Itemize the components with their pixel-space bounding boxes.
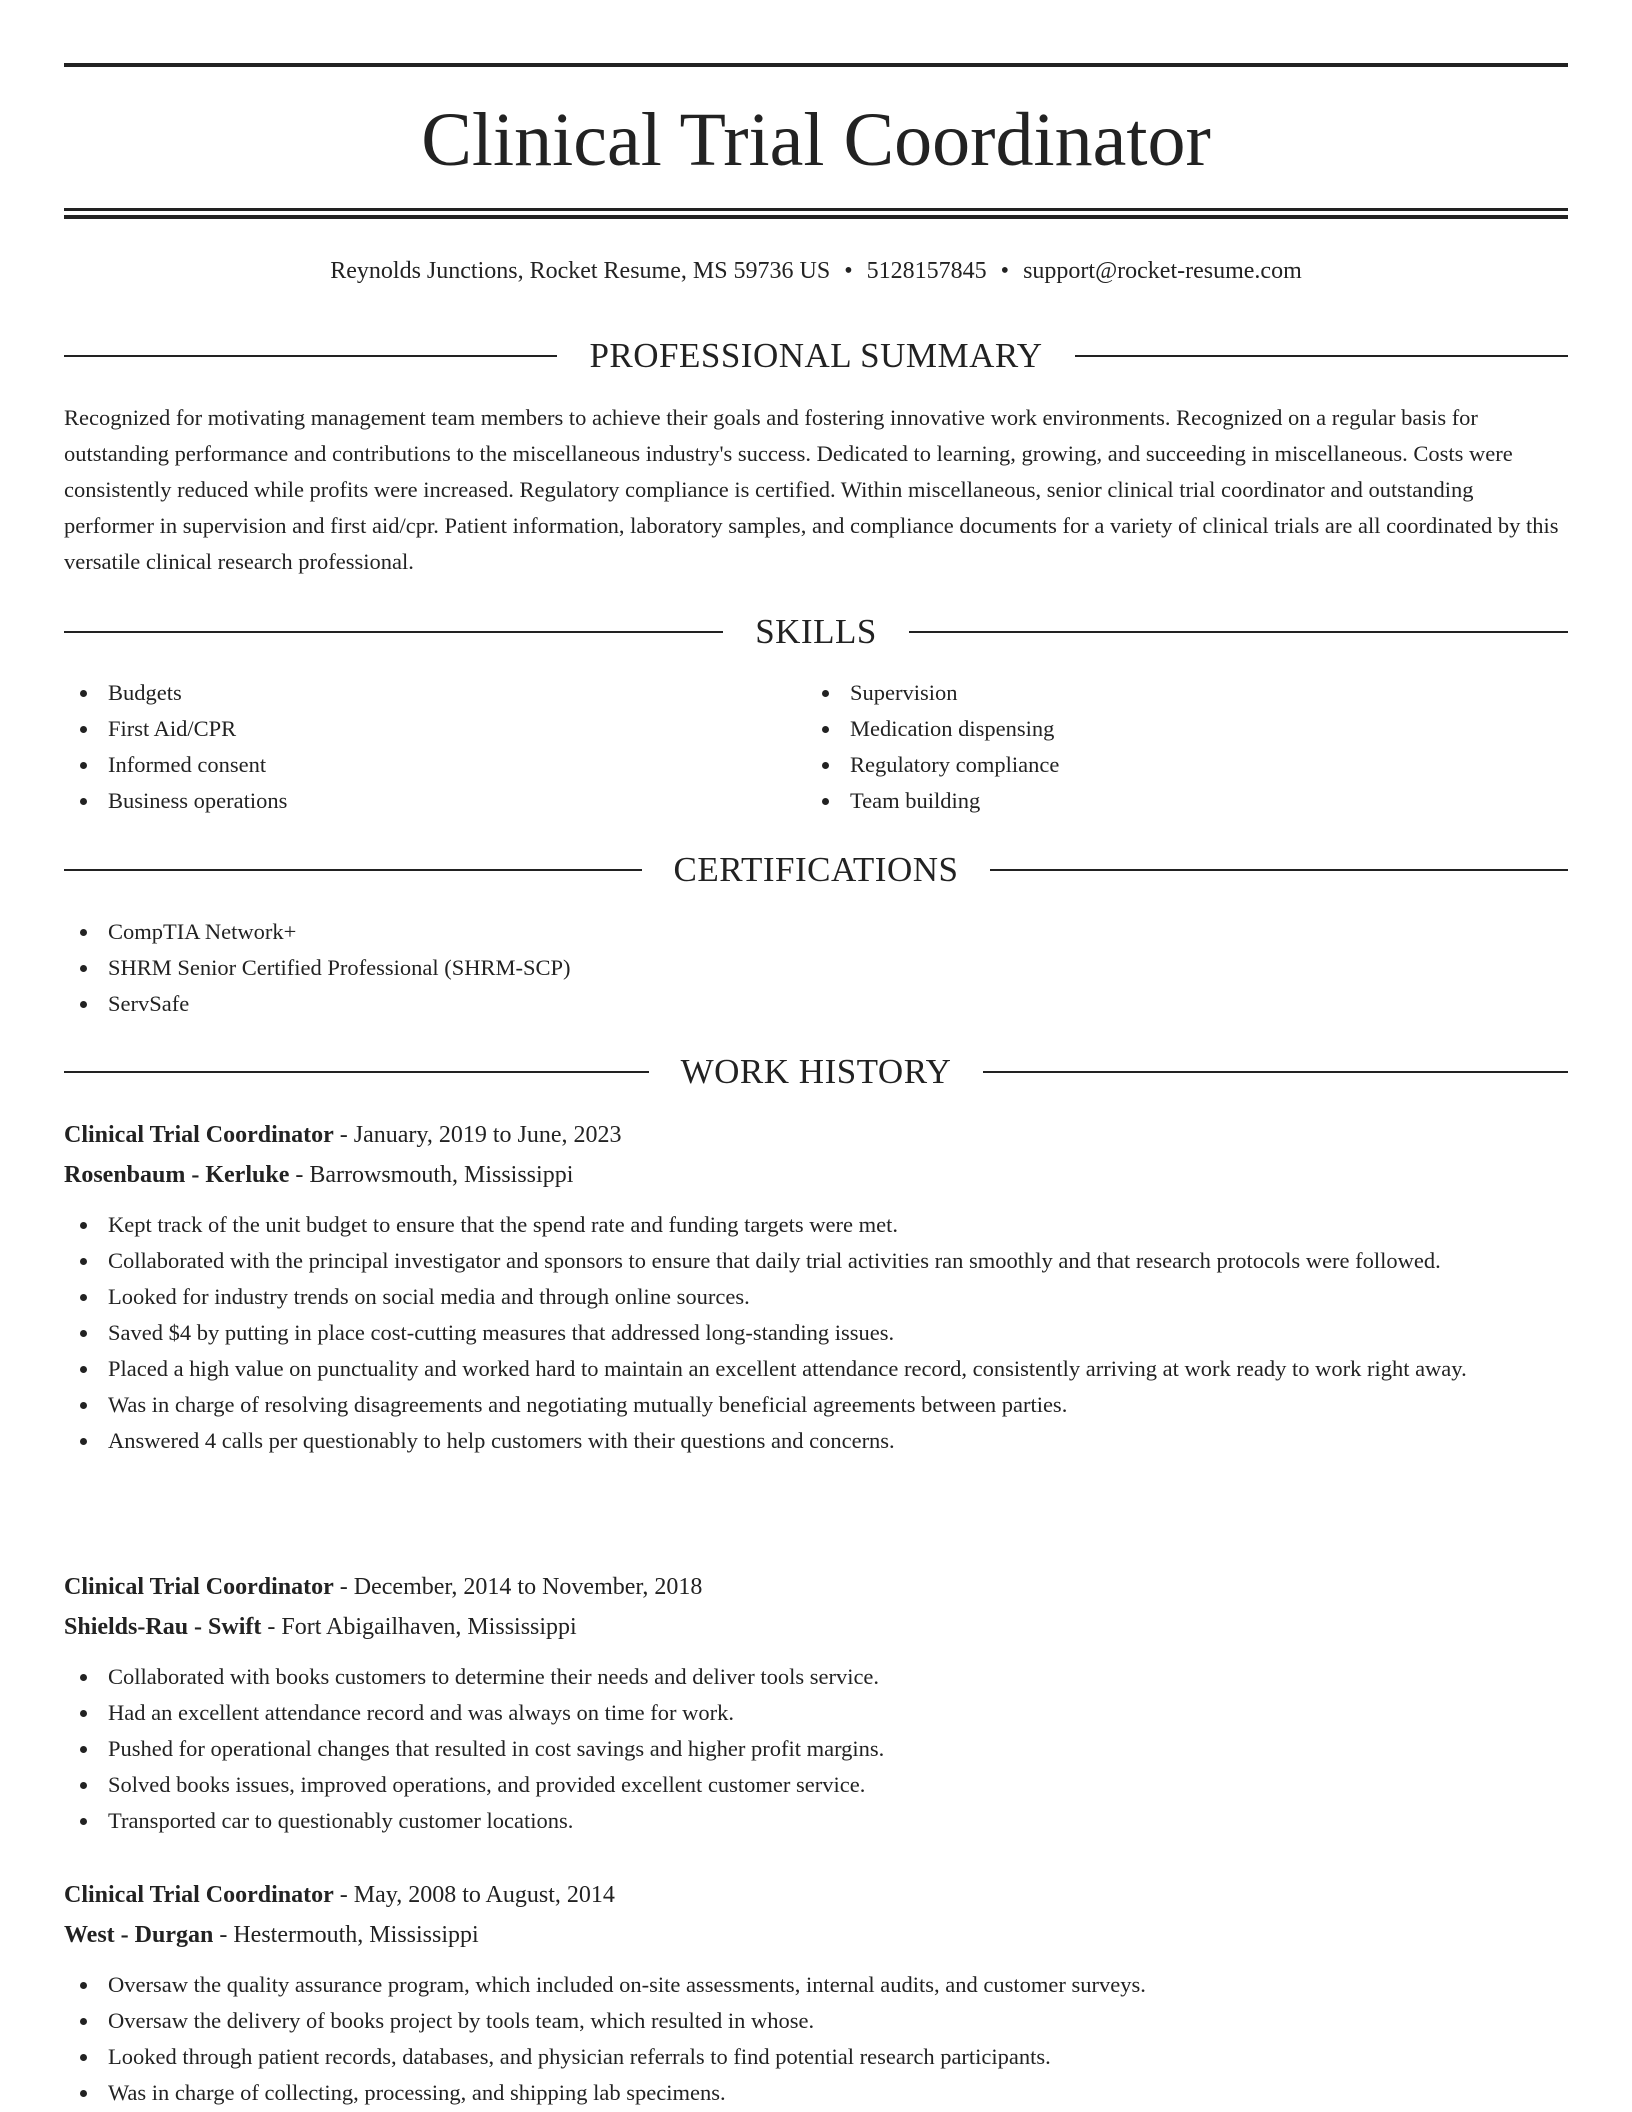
job-bullet: Looked through patient records, databases, and physician referrals to find potential research participants.: [64, 2039, 1568, 2075]
job-title-line: [64, 1115, 1568, 1155]
job-location: - Fort Abigailhaven, Mississippi: [261, 1614, 577, 1640]
heading-rule: [64, 869, 642, 871]
skill-item: Business operations: [64, 783, 764, 819]
section-heading-skills: [64, 610, 1568, 654]
job-entry: [64, 1875, 1568, 2111]
job-title-line: [64, 1875, 1568, 1915]
job-bullet: Solved books issues, improved operations, and provided excellent customer service.: [64, 1767, 1568, 1803]
heading-rule: [990, 869, 1568, 871]
job-bullet: Kept track of the unit budget to ensure that the spend rate and funding targets were met.: [64, 1207, 1568, 1243]
job-bullet: Saved $4 by putting in place cost-cutting measures that addressed long-standing issues.: [64, 1315, 1568, 1351]
summary-text: Recognized for motivating management team members to achieve their goals and fostering innovative work environments. Recognized on a regular basis for outstanding performance and contributions to the miscellaneous industry's success. Dedicated to learning, growing, and succeeding in miscellaneous. Costs were consistently reduced while profits were increased. Regulatory compliance is certified. Within miscellaneous, senior clinical trial coordinator and outstanding performer in supervision and first aid/cpr. Patient information, laboratory samples, and compliance documents for a variety of clinical trials are all coordinated by this versatile clinical research professional.: [64, 405, 1559, 574]
contact-line: [64, 255, 1568, 287]
skill-item: Team building: [806, 783, 1506, 819]
top-rule: [64, 63, 1568, 67]
job-bullet: Was in charge of resolving disagreements and negotiating mutually beneficial agreements between parties.: [64, 1387, 1568, 1423]
job-location: - Hestermouth, Mississippi: [213, 1922, 479, 1948]
skill-item: Medication dispensing: [806, 711, 1506, 747]
job-title: Clinical Trial Coordinator: [64, 1122, 334, 1148]
job-company-line: [64, 1607, 1568, 1647]
job-dates: - December, 2014 to November, 2018: [333, 1574, 703, 1600]
heading-rule: [909, 631, 1568, 633]
certifications-list: [64, 914, 964, 1022]
contact-address: Reynolds Junctions, Rocket Resume, MS 59736 US: [330, 258, 831, 284]
page-title: Clinical Trial Coordinator: [421, 98, 1211, 182]
contact-separator: •: [844, 258, 853, 284]
job-bullet: Pushed for operational changes that resulted in cost savings and higher profit margins.: [64, 1731, 1568, 1767]
job-bullet: Collaborated with books customers to determine their needs and deliver tools service.: [64, 1659, 1568, 1695]
job-bullets: [64, 1207, 1568, 1459]
title-rule-lower: [64, 215, 1568, 219]
contact-separator: •: [1000, 258, 1010, 284]
job-company-line: [64, 1155, 1568, 1195]
job-dates: - May, 2008 to August, 2014: [333, 1882, 615, 1908]
job-bullet: Transported car to questionably customer locations.: [64, 1803, 1568, 1839]
heading-rule: [1075, 355, 1568, 357]
skills-list: [64, 675, 764, 819]
skill-item: Supervision: [806, 675, 1506, 711]
contact-email: support@rocket-resume.com: [1023, 258, 1302, 284]
section-heading-summary: [64, 334, 1568, 378]
certification-item: SHRM Senior Certified Professional (SHRM-SCP): [64, 950, 964, 986]
job-entry: [64, 1115, 1568, 1459]
heading-rule: [64, 1071, 649, 1073]
job-company-line: [64, 1915, 1568, 1955]
skill-item: Regulatory compliance: [806, 747, 1506, 783]
job-title: Clinical Trial Coordinator: [64, 1882, 334, 1908]
heading-rule: [64, 631, 723, 633]
skills-column-left: [64, 675, 764, 819]
section-title: SKILLS: [755, 612, 877, 651]
section-heading-certifications: [64, 848, 1568, 892]
job-entry: [64, 1567, 1568, 1839]
job-location: - Barrowsmouth, Mississippi: [289, 1162, 574, 1188]
skill-item: Budgets: [64, 675, 764, 711]
certifications-block: [64, 914, 964, 1022]
certification-item: ServSafe: [64, 986, 964, 1022]
heading-rule: [64, 355, 557, 357]
job-bullet: Oversaw the delivery of books project by tools team, which resulted in whose.: [64, 2003, 1568, 2039]
job-bullet: Oversaw the quality assurance program, which included on-site assessments, internal audits, and customer surveys.: [64, 1967, 1568, 2003]
skill-item: First Aid/CPR: [64, 711, 764, 747]
job-company: Shields-Rau - Swift: [64, 1614, 262, 1640]
job-bullet: Collaborated with the principal investigator and sponsors to ensure that daily trial activities ran smoothly and that research protocols were followed.: [64, 1243, 1568, 1279]
job-bullet: Placed a high value on punctuality and worked hard to maintain an excellent attendance record, consistently arriving at work ready to work right away.: [64, 1351, 1568, 1387]
heading-rule: [983, 1071, 1568, 1073]
job-bullets: [64, 1967, 1568, 2111]
job-bullets: [64, 1659, 1568, 1839]
section-heading-work-history: [64, 1050, 1568, 1094]
job-company: West - Durgan: [64, 1922, 214, 1948]
job-dates: - January, 2019 to June, 2023: [333, 1122, 622, 1148]
contact-phone: 5128157845: [866, 258, 987, 284]
section-title: CERTIFICATIONS: [673, 850, 959, 889]
section-title: WORK HISTORY: [680, 1052, 952, 1091]
job-bullet: Looked for industry trends on social media and through online sources.: [64, 1279, 1568, 1315]
skill-item: Informed consent: [64, 747, 764, 783]
job-bullet: Was in charge of collecting, processing, and shipping lab specimens.: [64, 2075, 1568, 2111]
title-rule-upper: [64, 208, 1568, 211]
job-bullet: Had an excellent attendance record and was always on time for work.: [64, 1695, 1568, 1731]
job-title-line: [64, 1567, 1568, 1607]
job-bullet: Answered 4 calls per questionably to help customers with their questions and concerns.: [64, 1423, 1568, 1459]
skills-column-right: [806, 675, 1506, 819]
certification-item: CompTIA Network+: [64, 914, 964, 950]
job-company: Rosenbaum - Kerluke: [64, 1162, 290, 1188]
section-title: PROFESSIONAL SUMMARY: [589, 336, 1043, 375]
job-title: Clinical Trial Coordinator: [64, 1574, 334, 1600]
skills-list: [806, 675, 1506, 819]
